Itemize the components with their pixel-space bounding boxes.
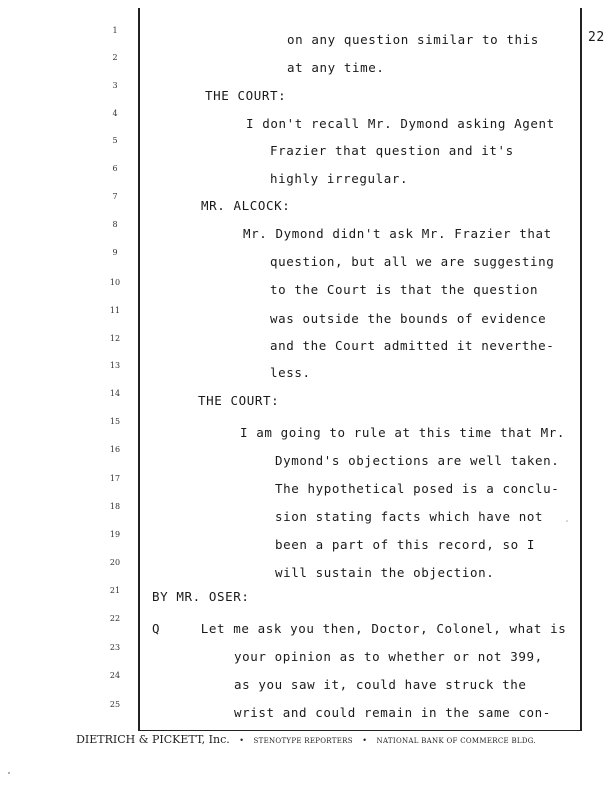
speaker-label: THE COURT: <box>198 393 280 408</box>
scan-speck <box>8 772 10 774</box>
speaker-label: THE COURT: <box>205 88 287 103</box>
transcript-line: sion stating facts which have not <box>275 509 544 524</box>
transcript-line: less. <box>270 365 311 380</box>
transcript-line: Q Let me ask you then, Doctor, Colonel, what is <box>152 621 567 636</box>
scan-speck <box>566 520 568 522</box>
transcript-line: The hypothetical posed is a conclu- <box>275 481 560 496</box>
line-number: 5 <box>112 136 118 145</box>
line-number: 4 <box>112 109 118 118</box>
speaker-label: MR. ALCOCK: <box>201 198 291 213</box>
transcript-line: your opinion as to whether or not 399, <box>234 649 543 664</box>
line-number: 14 <box>109 389 121 398</box>
transcript-line: Dymond's objections are well taken. <box>275 453 560 468</box>
transcript-line: on any question similar to this <box>287 32 539 47</box>
transcript-line: and the Court admitted it neverthe- <box>270 338 555 353</box>
line-number: 3 <box>112 81 118 90</box>
line-number: 8 <box>112 220 118 229</box>
transcript-line: been a part of this record, so I <box>275 537 536 552</box>
line-number: 11 <box>109 306 121 315</box>
line-number: 13 <box>109 361 121 370</box>
page-number: 22 <box>588 30 605 45</box>
transcript-line: Mr. Dymond didn't ask Mr. Frazier that <box>243 226 552 241</box>
footer-separator: • <box>239 736 244 745</box>
line-number: 25 <box>109 700 121 709</box>
line-number: 10 <box>109 278 121 287</box>
line-number: 19 <box>109 530 121 539</box>
line-number: 1 <box>112 26 118 35</box>
transcript-line: was outside the bounds of evidence <box>270 311 547 326</box>
transcript-line: question, but all we are suggesting <box>270 254 555 269</box>
transcript-line: highly irregular. <box>270 171 409 186</box>
line-number: 6 <box>112 164 118 173</box>
footer-service: STENOTYPE REPORTERS <box>253 737 353 745</box>
speaker-label: BY MR. OSER: <box>152 589 250 604</box>
line-number: 15 <box>109 417 121 426</box>
line-number: 18 <box>109 502 121 511</box>
transcript-line: as you saw it, could have struck the <box>234 677 527 692</box>
transcript-line: I don't recall Mr. Dymond asking Agent <box>246 116 555 131</box>
transcript-line: at any time. <box>287 60 385 75</box>
transcript-line: to the Court is that the question <box>270 282 539 297</box>
transcript-line: wrist and could remain in the same con- <box>234 705 551 720</box>
line-number: 9 <box>112 248 118 257</box>
line-number: 12 <box>109 334 121 343</box>
transcript-line: will sustain the objection. <box>275 565 495 580</box>
line-number: 2 <box>112 53 118 62</box>
line-number: 20 <box>109 558 121 567</box>
line-number: 16 <box>109 445 121 454</box>
transcript-line: I am going to rule at this time that Mr. <box>240 425 566 440</box>
line-number: 24 <box>109 671 121 680</box>
footer-address: NATIONAL BANK OF COMMERCE BLDG. <box>376 737 536 745</box>
transcript-line: Frazier that question and it's <box>270 143 514 158</box>
footer-separator: • <box>362 736 368 745</box>
footer-firm: DIETRICH & PICKETT, Inc. <box>76 733 230 746</box>
reporter-footer <box>0 733 612 746</box>
line-number: 21 <box>109 586 121 595</box>
line-number: 22 <box>109 614 121 623</box>
line-number: 23 <box>109 643 121 652</box>
line-number: 7 <box>112 192 118 201</box>
line-number: 17 <box>109 474 121 483</box>
